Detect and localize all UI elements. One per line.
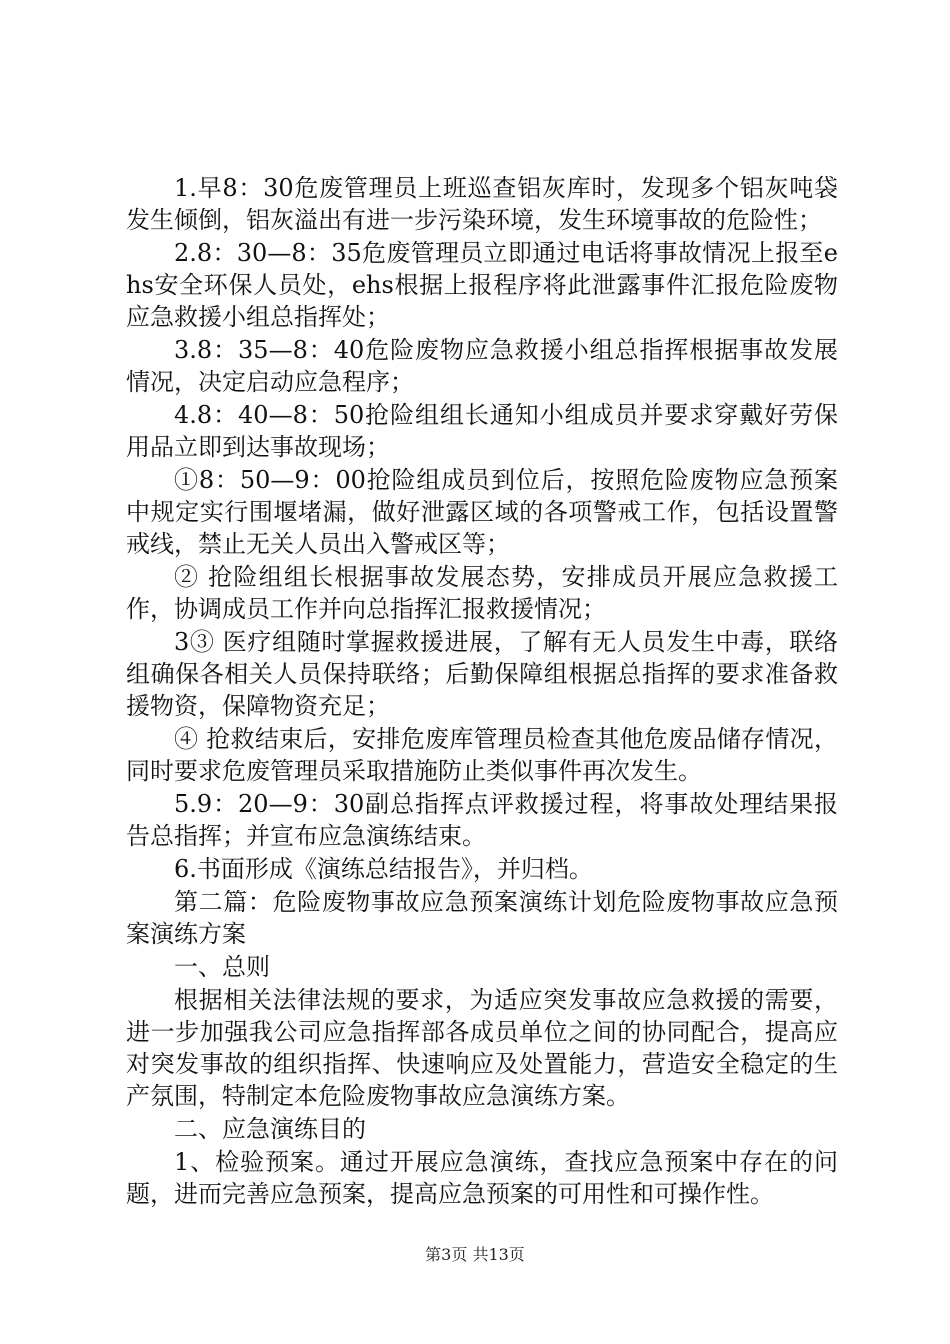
paragraph-step-2: 2.8：30—8：35危废管理员立即通过电话将事故情况上报至ehs安全环保人员处，ehs根据上报程序将此泄露事件汇报危险废物应急救援小组总指挥处； xyxy=(126,239,838,331)
paragraph-step-6: 6.书面形成《演练总结报告》，并归档。 xyxy=(174,855,593,883)
paragraph-substep-1: ①8：50—9：00抢险组成员到位后，按照危险废物应急预案中规定实行围堰堵漏，做好泄露区域的各项警戒工作，包括设置警戒线，禁止无关人员出入警戒区等； xyxy=(126,466,838,558)
section-title-part-two: 第二篇：危险废物事故应急预案演练计划危险废物事故应急预案演练方案 xyxy=(126,888,838,948)
document-body xyxy=(126,172,838,1210)
heading-general-principles: 一、总则 xyxy=(174,953,270,981)
paragraph-substep-2: ② 抢险组组长根据事故发展态势，安排成员开展应急救援工作，协调成员工作并向总指挥汇报救援情况； xyxy=(126,563,838,623)
paragraph-step-5: 5.9：20—9：30副总指挥点评救援过程，将事故处理结果报告总指挥；并宣布应急演练结束。 xyxy=(126,790,838,850)
paragraph-substep-4: ④ 抢救结束后，安排危废库管理员检查其他危废品储存情况，同时要求危废管理员采取措施防止类似事件再次发生。 xyxy=(126,725,838,785)
paragraph-verify-plan: 1、检验预案。通过开展应急演练，查找应急预案中存在的问题，进而完善应急预案，提高应急预案的可用性和可操作性。 xyxy=(126,1148,838,1208)
paragraph-step-1: 1.早8：30危废管理员上班巡查铝灰库时，发现多个铝灰吨袋发生倾倒，铝灰溢出有进一步污染环境，发生环境事故的危险性； xyxy=(126,174,838,234)
paragraph-substep-3: 3③ 医疗组随时掌握救援进展，了解有无人员发生中毒，联络组确保各相关人员保持联络；后勤保障组根据总指挥的要求准备救援物资，保障物资充足； xyxy=(126,628,838,720)
paragraph-step-3: 3.8：35—8：40危险废物应急救援小组总指挥根据事故发展情况，决定启动应急程序； xyxy=(126,336,838,396)
heading-drill-purpose: 二、应急演练目的 xyxy=(174,1115,366,1143)
page-number-footer: 第3页 共13页 xyxy=(425,1245,525,1264)
paragraph-general-principles: 根据相关法律法规的要求，为适应突发事故应急救援的需要，进一步加强我公司应急指挥部各成员单位之间的协同配合，提高应对突发事故的组织指挥、快速响应及处置能力，营造安全稳定的生产氛围，特制定本危险废物事故应急演练方案。 xyxy=(126,986,838,1110)
paragraph-step-4: 4.8：40—8：50抢险组组长通知小组成员并要求穿戴好劳保用品立即到达事故现场； xyxy=(126,401,838,461)
